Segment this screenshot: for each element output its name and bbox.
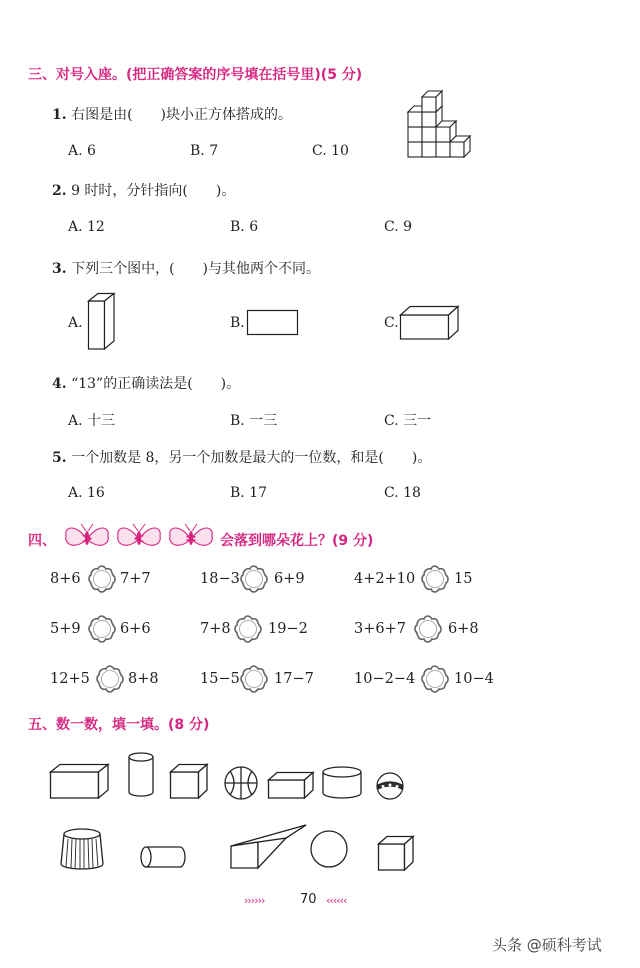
- expression-left: 15−5: [200, 671, 240, 687]
- flat-cuboid-shape: [400, 306, 462, 342]
- section3-title: 三、对号入座。(把正确答案的序号填在括号里)(5 分): [28, 67, 363, 83]
- expression-left: 12+5: [50, 671, 90, 687]
- basketball-sphere: [224, 766, 260, 802]
- butterfly-row: [62, 522, 222, 554]
- question-text: 9 时时，分针指向( )。: [71, 183, 236, 199]
- wedge-triangular-prism: [230, 824, 308, 872]
- cylinder-short-solid: [322, 766, 362, 800]
- option-a: A. 16: [68, 485, 105, 501]
- ball-sphere: [376, 772, 404, 800]
- sphere-solid: [310, 830, 350, 870]
- flower-answer-slot[interactable]: [88, 565, 116, 593]
- flower-answer-slot[interactable]: [421, 665, 449, 693]
- question-text: 下列三个图中，( )与其他两个不同。: [71, 261, 321, 277]
- cuboid-solid: [50, 764, 110, 800]
- option-c: C. 10: [312, 143, 349, 159]
- question-1: [52, 104, 292, 124]
- flower-answer-slot[interactable]: [234, 615, 262, 643]
- section4-prefix: 四、: [28, 533, 56, 549]
- section5-title: 五、数一数，填一填。(8 分): [28, 717, 210, 733]
- expression-left: 8+6: [50, 571, 81, 587]
- question-number: 2.: [52, 183, 67, 199]
- butterfly-greater-icon: [66, 524, 109, 547]
- watermark: 头条 @硕科考试: [492, 936, 602, 954]
- expression-right: 7+7: [120, 571, 151, 587]
- expression-right: 10−4: [454, 671, 494, 687]
- svg-text:=: =: [185, 531, 197, 547]
- option-b: B. 17: [230, 485, 268, 501]
- butterfly-equal-icon: [170, 524, 213, 547]
- cube-solid: [170, 764, 210, 800]
- option-c: C. 9: [384, 219, 413, 235]
- expression-left: 3+6+7: [354, 621, 406, 637]
- expression-right: 8+8: [128, 671, 159, 687]
- question-number: 1.: [52, 107, 67, 123]
- footer-right-arrows: ‹‹‹‹‹‹: [326, 894, 347, 907]
- question-text: 一个加数是 8，另一个加数是最大的一位数，和是( )。: [71, 450, 432, 466]
- flower-answer-slot[interactable]: [414, 615, 442, 643]
- option-b: B. 一三: [230, 413, 278, 429]
- option-b: B. 6: [230, 219, 259, 235]
- flat-cuboid-solid: [268, 772, 314, 800]
- expression-right: 17−7: [274, 671, 314, 687]
- option-a: A. 6: [68, 143, 96, 159]
- option-c: C.: [384, 315, 399, 331]
- question-number: 5.: [52, 450, 67, 466]
- expression-right: 6+9: [274, 571, 305, 587]
- svg-text:<: <: [133, 531, 145, 547]
- question-3: [52, 258, 320, 278]
- question-text: 右图是由( )块小正方体搭成的。: [71, 107, 293, 123]
- expression-right: 6+6: [120, 621, 151, 637]
- question-4: [52, 373, 240, 393]
- expression-left: 18−3: [200, 571, 240, 587]
- butterfly-less-icon: [118, 524, 161, 547]
- flower-answer-slot[interactable]: [240, 565, 268, 593]
- option-a: A. 12: [68, 219, 105, 235]
- option-a: A. 十三: [68, 413, 116, 429]
- expression-left: 10−2−4: [354, 671, 416, 687]
- question-number: 4.: [52, 376, 67, 392]
- paper-cup-cylinder: [60, 826, 104, 872]
- svg-text:>: >: [81, 531, 93, 547]
- expression-left: 5+9: [50, 621, 81, 637]
- option-b: B.: [230, 315, 245, 331]
- expression-right: 6+8: [448, 621, 479, 637]
- option-c: C. 18: [384, 485, 421, 501]
- small-cube-solid: [378, 836, 416, 872]
- lying-cylinder-solid: [140, 846, 186, 868]
- cube-stack-figure: [408, 98, 474, 162]
- section4-title: 会落到哪朵花上？(9 分): [220, 533, 374, 549]
- question-text: “13”的正确读法是( )。: [71, 376, 241, 392]
- question-2: [52, 180, 235, 200]
- flower-answer-slot[interactable]: [421, 565, 449, 593]
- footer-left-arrows: ››››››: [244, 894, 265, 907]
- question-5: [52, 447, 431, 467]
- cylinder-tall-solid: [128, 752, 154, 798]
- flower-answer-slot[interactable]: [88, 615, 116, 643]
- question-number: 3.: [52, 261, 67, 277]
- flower-answer-slot[interactable]: [96, 665, 124, 693]
- expression-left: 4+2+10: [354, 571, 416, 587]
- option-b: B. 7: [190, 143, 219, 159]
- option-c: C. 三一: [384, 413, 432, 429]
- expression-left: 7+8: [200, 621, 231, 637]
- rectangle-shape: [247, 310, 299, 336]
- expression-right: 19−2: [268, 621, 308, 637]
- page-number: 70: [300, 892, 317, 907]
- tall-cuboid-shape: [88, 293, 116, 351]
- flower-answer-slot[interactable]: [240, 665, 268, 693]
- option-a: A.: [68, 315, 83, 331]
- expression-right: 15: [454, 571, 473, 587]
